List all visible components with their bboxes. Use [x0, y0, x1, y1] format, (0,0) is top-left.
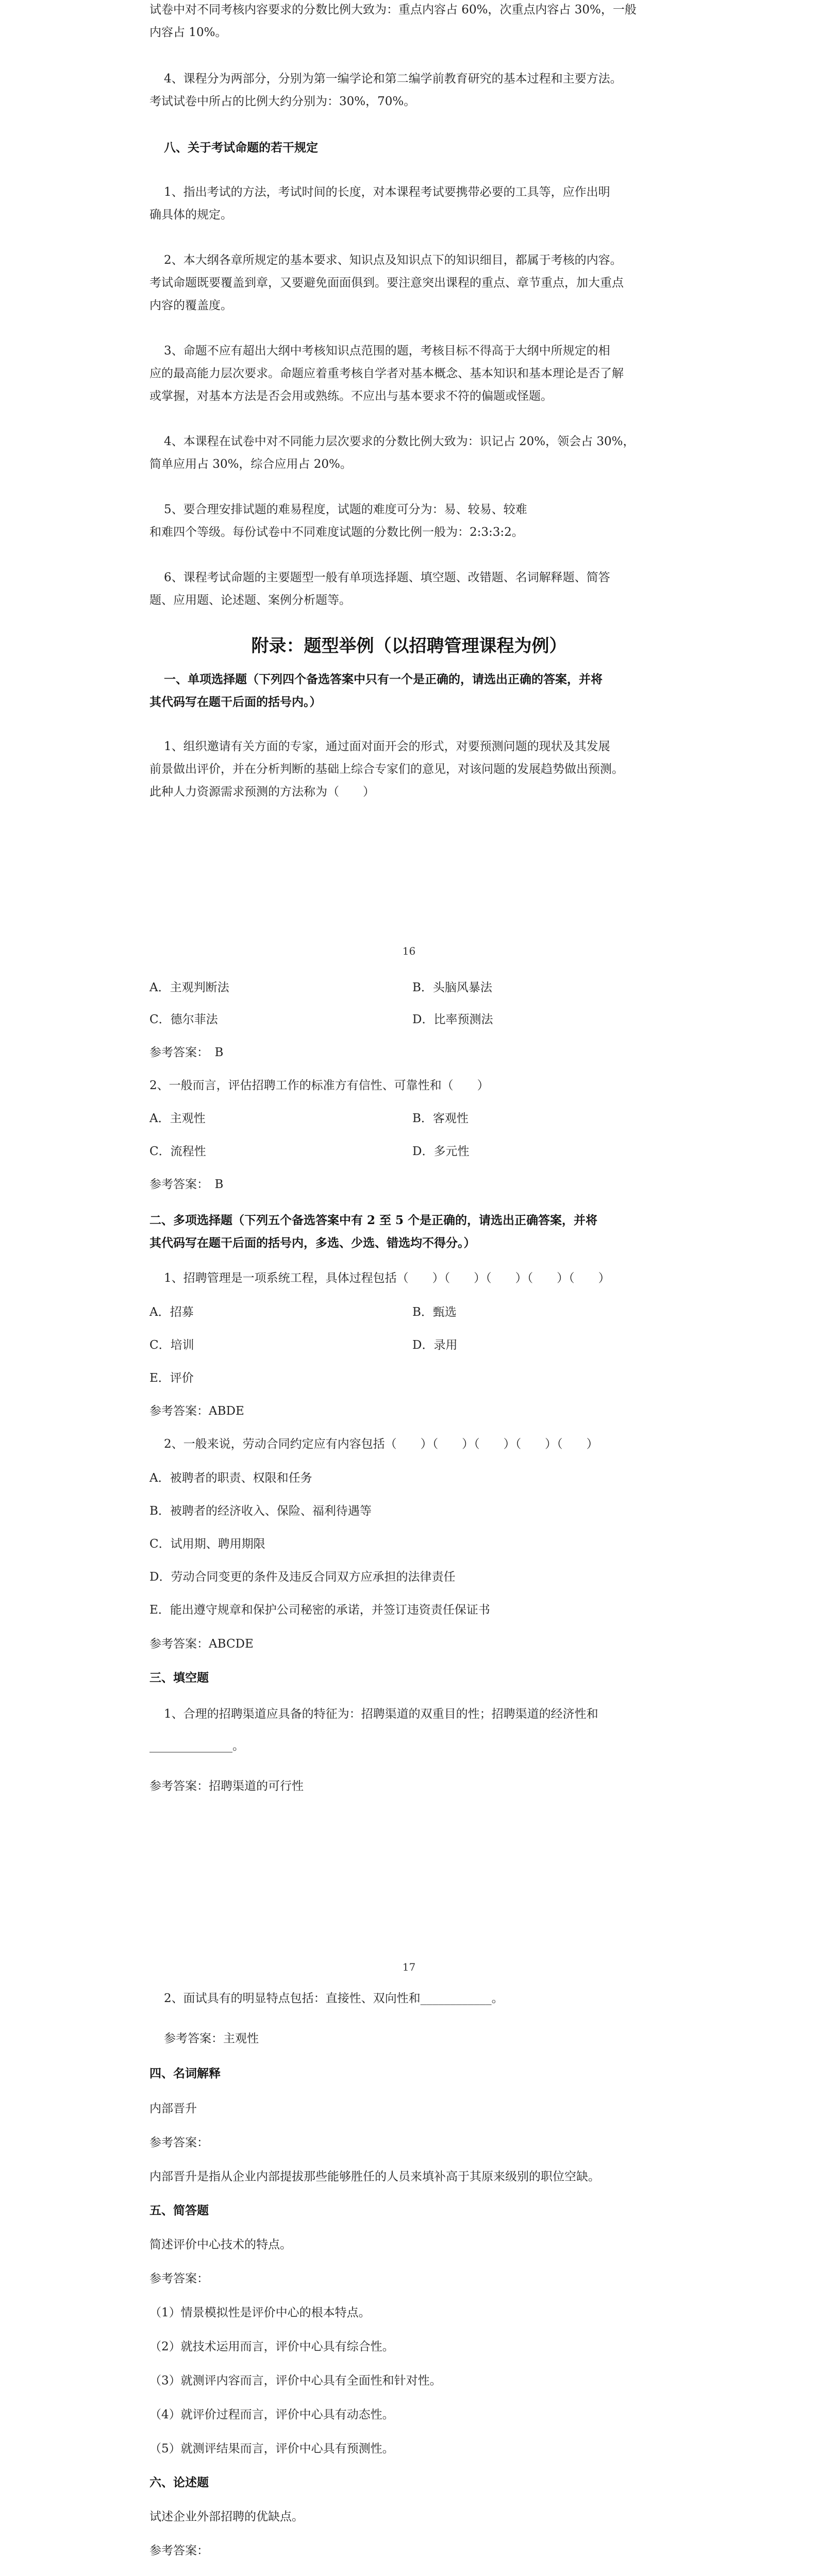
question-text: 2、一般来说，劳动合同约定应有内容包括（ ）（ ）（ ）（ ）（ ） [164, 1437, 598, 1451]
answer-point: （1）情景模拟性是评价中心的根本特点。 [149, 2306, 371, 2319]
option-a: A．主观判断法 [149, 981, 229, 994]
question-text: 1、组织邀请有关方面的专家，通过面对面开会的形式，对要预测问题的现状及其发展 [164, 740, 610, 753]
section-heading: 二、多项选择题（下列五个备选答案中有 2 至 5 个是正确的，请选出正确答案，并将 [149, 1213, 598, 1227]
question-text: 简述评价中心技术的特点。 [149, 2238, 292, 2251]
option-b: B．被聘者的经济收入、保险、福利待遇等 [149, 1504, 372, 1518]
section-heading: 五、简答题 [149, 2204, 209, 2217]
paragraph-line: 确具体的规定。 [149, 208, 232, 222]
option-e: E．评价 [149, 1371, 194, 1385]
answer-point: （5）就测评结果而言，评价中心具有预测性。 [149, 2442, 394, 2455]
answer-label: 参考答案： [149, 2136, 209, 2149]
paragraph-line: 6、课程考试命题的主要题型一般有单项选择题、填空题、改错题、名词解释题、简答 [164, 571, 610, 584]
section-heading: 四、名词解释 [149, 2066, 221, 2080]
paragraph-line: 应的最高能力层次要求。命题应着重考核自学者对基本概念、基本知识和基本理论是否了解 [149, 367, 624, 380]
paragraph-line: 和难四个等级。每份试卷中不同难度试题的分数比例一般为：2:3:3:2。 [149, 526, 524, 539]
paragraph-line: 简单应用占 30%，综合应用占 20%。 [149, 457, 352, 471]
option-c: C．德尔菲法 [149, 1013, 218, 1026]
answer-text: 参考答案：主观性 [164, 2032, 259, 2045]
question-text: ______________。 [149, 1739, 244, 1753]
option-a: A．被聘者的职责、权限和任务 [149, 1471, 312, 1485]
option-d: D．比率预测法 [412, 1013, 493, 1026]
answer-text: 参考答案： B [149, 1178, 224, 1191]
page-number: 16 [402, 945, 416, 957]
option-e: E．能出遵守规章和保护公司秘密的承诺，并签订违资责任保证书 [149, 1603, 490, 1617]
question-text: 1、合理的招聘渠道应具备的特征为：招聘渠道的双重目的性；招聘渠道的经济性和 [164, 1707, 598, 1721]
paragraph-line: 4、课程分为两部分，分别为第一编学论和第二编学前教育研究的基本过程和主要方法。 [164, 72, 622, 86]
paragraph-line: 题、应用题、论述题、案例分析题等。 [149, 594, 351, 607]
question-text: 前景做出评价，并在分析判断的基础上综合专家们的意见，对该问题的发展趋势做出预测。 [149, 762, 624, 776]
page-number: 17 [402, 1961, 416, 1973]
question-text: 1、招聘管理是一项系统工程，具体过程包括（ ）（ ）（ ）（ ）（ ） [164, 1272, 610, 1285]
answer-point: （3）就测评内容而言，评价中心具有全面性和针对性。 [149, 2374, 442, 2387]
answer-text: 参考答案：招聘渠道的可行性 [149, 1780, 304, 1793]
paragraph-line: 2、本大纲各章所规定的基本要求、知识点及知识点下的知识细目，都属于考核的内容。 [164, 253, 622, 267]
answer-point: （4）就评价过程而言，评价中心具有动态性。 [149, 2408, 394, 2421]
section-heading: 一、单项选择题（下列四个备选答案中只有一个是正确的，请选出正确的答案，并将 [164, 672, 603, 686]
question-text: 此种人力资源需求预测的方法称为（ ） [149, 785, 375, 799]
option-a: A．主观性 [149, 1112, 206, 1125]
answer-text: 参考答案：ABCDE [149, 1637, 254, 1651]
option-d: D．录用 [412, 1338, 458, 1352]
paragraph-line: 考试命题既要覆盖到章，又要避免面面俱到。要注意突出课程的重点、章节重点，加大重点 [149, 276, 624, 290]
question-text: 试述企业外部招聘的优缺点。 [149, 2510, 304, 2523]
section-heading: 六、论述题 [149, 2476, 209, 2489]
paragraph-line: 1、指出考试的方法，考试时间的长度，对本课程考试要携带必要的工具等，应作出明 [164, 185, 610, 199]
option-c: C．培训 [149, 1338, 194, 1352]
paragraph-line: 3、命题不应有超出大纲中考核知识点范围的题，考核目标不得高于大纲中所规定的相 [164, 344, 610, 358]
answer-label: 参考答案： [149, 2272, 209, 2285]
paragraph-line: 4、本课程在试卷中对不同能力层次要求的分数比例大致为：识记占 20%，领会占 30%， [164, 435, 635, 448]
question-text: 2、一般而言，评估招聘工作的标准方有信性、可靠性和（ ） [149, 1079, 489, 1092]
answer-text: 参考答案：ABDE [149, 1404, 244, 1418]
answer-text: 参考答案： B [149, 1046, 224, 1059]
paragraph-line: 试卷中对不同考核内容要求的分数比例大致为：重点内容占 60%，次重点内容占 30%，一般 [149, 3, 637, 16]
option-c: C．试用期、聘用期限 [149, 1537, 265, 1551]
section-heading: 其代码写在题干后面的括号内，多选、少选、错选均不得分。） [149, 1236, 476, 1250]
answer-text: 内部晋升是指从企业内部提拔那些能够胜任的人员来填补高于其原来级别的职位空缺。 [149, 2170, 600, 2183]
paragraph-line: 5、要合理安排试题的难易程度，试题的难度可分为：易、较易、较难 [164, 503, 527, 516]
option-a: A．招募 [149, 1306, 194, 1319]
paragraph-line: 内容占 10%。 [149, 26, 227, 39]
option-c: C．流程性 [149, 1145, 206, 1158]
option-d: D．多元性 [412, 1145, 470, 1158]
section-heading: 八、关于考试命题的若干规定 [164, 141, 318, 155]
term-text: 内部晋升 [149, 2102, 197, 2115]
paragraph-line: 或掌握，对基本方法是否会用或熟练。不应出与基本要求不符的偏题或怪题。 [149, 389, 553, 403]
appendix-title: 附录：题型举例（以招聘管理课程为例） [251, 636, 567, 656]
option-d: D．劳动合同变更的条件及违反合同双方应承担的法律责任 [149, 1570, 456, 1584]
answer-label: 参考答案： [149, 2544, 209, 2557]
option-b: B．头脑风暴法 [412, 981, 492, 994]
section-heading: 三、填空题 [149, 1671, 209, 1685]
option-b: B．甄选 [412, 1306, 457, 1319]
paragraph-line: 内容的覆盖度。 [149, 299, 232, 312]
answer-point: （2）就技术运用而言，评价中心具有综合性。 [149, 2340, 394, 2353]
option-b: B．客观性 [412, 1112, 469, 1125]
question-text: 2、面试具有的明显特点包括：直接性、双向性和____________。 [164, 1992, 504, 2005]
section-heading: 其代码写在题干后面的括号内。） [149, 695, 322, 709]
paragraph-line: 考试试卷中所占的比例大约分别为：30%，70%。 [149, 95, 416, 108]
